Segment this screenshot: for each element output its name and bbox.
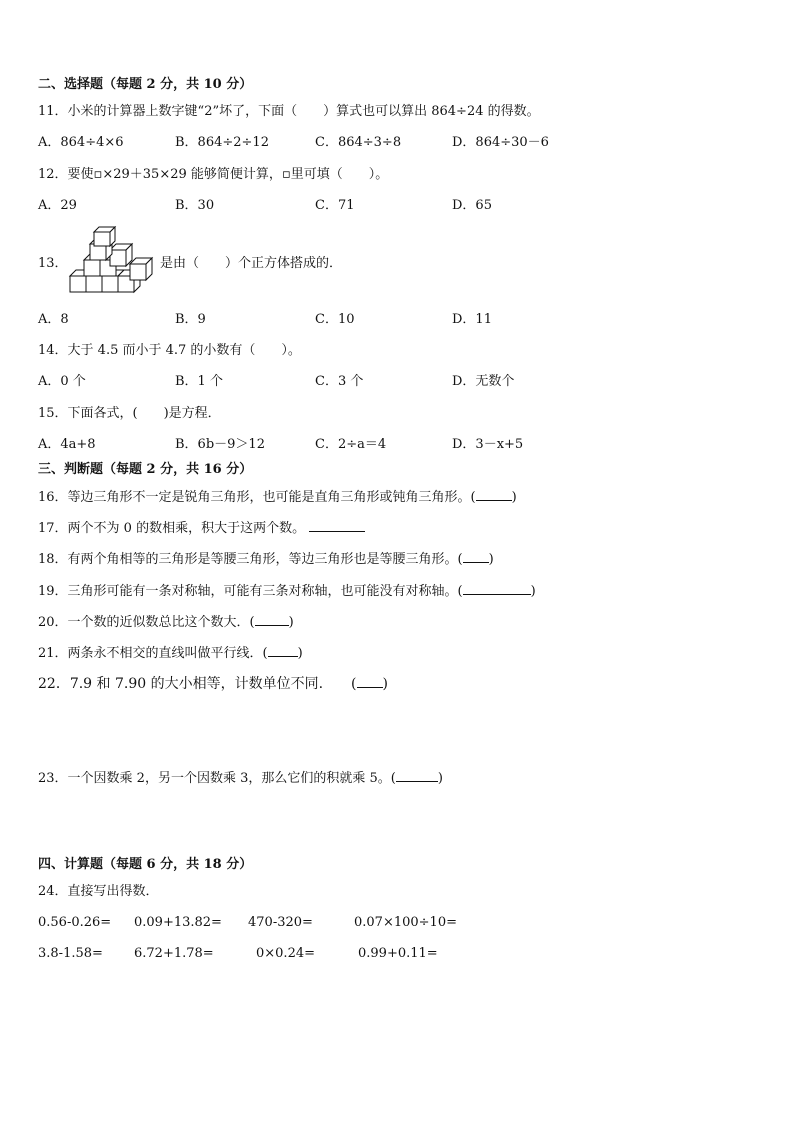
q13-option-b: B．9 — [175, 312, 206, 327]
question-18 — [38, 550, 494, 569]
q13-option-c: C．10 — [315, 312, 355, 327]
q15-option-c: C．2÷a＝4 — [315, 437, 387, 452]
calc-r1-c3: 470-320= — [248, 915, 313, 930]
q12-option-c: C．71 — [315, 198, 355, 213]
q13-option-d: D．11 — [452, 312, 492, 327]
question-23 — [38, 769, 443, 788]
q12-option-a: A．29 — [38, 198, 77, 213]
q12-option-b: B．30 — [175, 198, 215, 213]
question-16 — [38, 488, 517, 507]
calc-r1-c4: 0.07×100÷10= — [354, 915, 457, 930]
section-heading-choice: 二、选择题（每题 2 分，共 10 分） — [38, 77, 253, 92]
question-24: 24．直接写出得数． — [38, 884, 159, 899]
answer-blank-21[interactable] — [268, 644, 298, 657]
question-17 — [38, 519, 365, 538]
question-14: 14．大于 4.5 而小于 4.7 的小数有（ ）。 — [38, 343, 301, 358]
q11-option-b: B．864÷2÷12 — [175, 135, 269, 150]
q14-option-d: D．无数个 — [452, 374, 515, 389]
answer-blank-23[interactable] — [396, 769, 438, 782]
calc-r2-c2: 6.72+1.78= — [134, 946, 214, 961]
question-17-text: 17．两个不为 0 的数相乘，积大于这两个数。 — [38, 521, 306, 536]
question-20-close: ) — [288, 615, 294, 630]
question-13-prefix: 13． — [38, 256, 68, 271]
question-16-close: ) — [511, 490, 517, 505]
q12-option-d: D．65 — [452, 198, 492, 213]
question-18-text: 18．有两个角相等的三角形是等腰三角形，等边三角形也是等腰三角形。( — [38, 552, 463, 567]
question-19-text: 19．三角形可能有一条对称轴，可能有三条对称轴，也可能没有对称轴。( — [38, 584, 463, 599]
section-heading-calculation: 四、计算题（每题 6 分，共 18 分） — [38, 857, 253, 872]
question-16-text: 16．等边三角形不一定是锐角三角形，也可能是直角三角形或钝角三角形。( — [38, 490, 476, 505]
question-21-text: 21．两条永不相交的直线叫做平行线．( — [38, 646, 268, 661]
q11-option-d: D．864÷30－6 — [452, 135, 549, 150]
question-20-text: 20．一个数的近似数总比这个数大．( — [38, 615, 255, 630]
section-heading-judgement: 三、判断题（每题 2 分，共 16 分） — [38, 462, 253, 477]
answer-blank-18[interactable] — [463, 550, 489, 563]
answer-blank-17[interactable] — [309, 519, 365, 532]
question-23-text: 23．一个因数乘 2，另一个因数乘 3，那么它们的积就乘 5。( — [38, 771, 396, 786]
calc-r2-c4: 0.99+0.11= — [358, 946, 438, 961]
calc-r1-c2: 0.09+13.82= — [134, 915, 222, 930]
question-21-close: ) — [297, 646, 303, 661]
question-21 — [38, 644, 303, 663]
answer-blank-19[interactable] — [463, 582, 531, 595]
question-13-suffix: 是由（ ）个正方体搭成的． — [160, 256, 343, 271]
q15-option-a: A．4a+8 — [38, 437, 96, 452]
question-23-close: ) — [437, 771, 443, 786]
question-22-text: 22．7.9 和 7.90 的大小相等，计数单位不同. ( — [38, 676, 357, 692]
q13-option-a: A．8 — [38, 312, 69, 327]
q14-option-c: C．3 个 — [315, 374, 364, 389]
question-22 — [38, 675, 388, 693]
q15-option-b: B．6b－9＞12 — [175, 437, 265, 452]
calc-r2-c1: 3.8-1.58= — [38, 946, 103, 961]
q14-option-b: B．1 个 — [175, 374, 223, 389]
q15-option-d: D．3－x+5 — [452, 437, 524, 452]
answer-blank-16[interactable] — [476, 488, 512, 501]
q14-option-a: A．0 个 — [38, 374, 86, 389]
question-19-close: ) — [530, 584, 536, 599]
answer-blank-22[interactable] — [357, 675, 383, 688]
question-18-close: ) — [488, 552, 494, 567]
answer-blank-20[interactable] — [255, 613, 289, 626]
cube-stack-figure — [66, 226, 156, 298]
question-19 — [38, 582, 536, 601]
calc-r2-c3: 0×0.24= — [256, 946, 316, 961]
question-11: 11．小米的计算器上数字键“2”坏了，下面（ ）算式也可以算出 864÷24 的得数。 — [38, 104, 540, 119]
q11-option-c: C．864÷3÷8 — [315, 135, 402, 150]
question-22-close: ) — [382, 676, 388, 692]
question-20 — [38, 613, 294, 632]
question-12: 12．要使▫×29＋35×29 能够简便计算，▫里可填（ ）。 — [38, 167, 389, 182]
calc-r1-c1: 0.56-0.26= — [38, 915, 112, 930]
q11-option-a: A．864÷4×6 — [38, 135, 124, 150]
question-15: 15．下面各式，( )是方程． — [38, 406, 221, 421]
